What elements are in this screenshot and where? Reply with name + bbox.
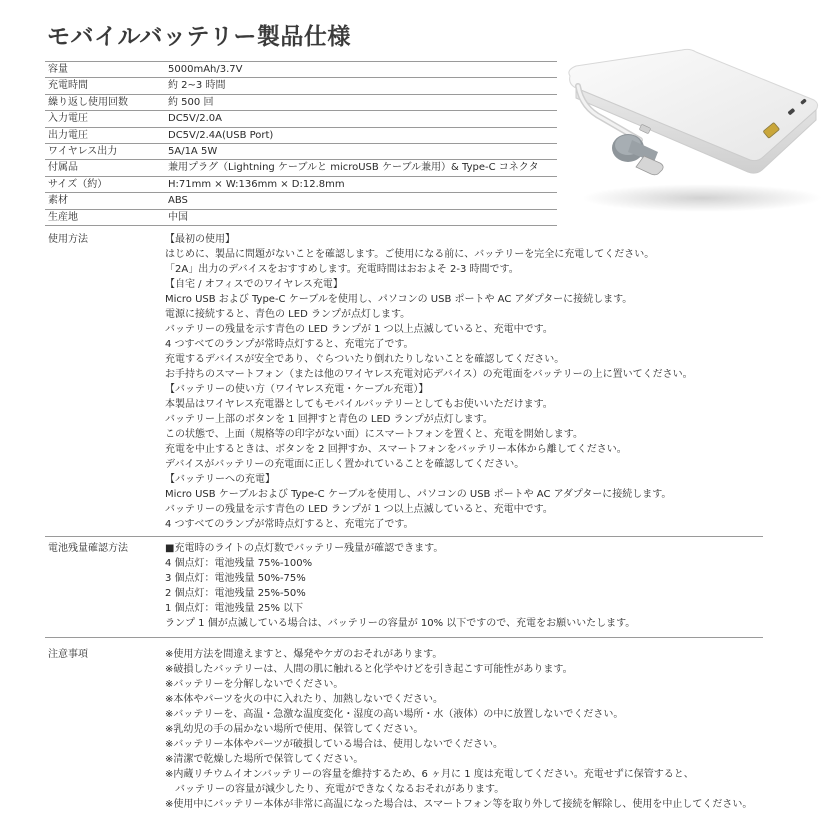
usage-label: 使用方法 xyxy=(48,234,88,245)
text-line: 【自宅 / オフィスでのワイヤレス充電】 xyxy=(165,279,343,290)
spec-label: 容量 xyxy=(48,64,68,75)
text-line: 4 つすべてのランプが常時点灯すると、充電完了です。 xyxy=(165,519,414,530)
spec-value: 5000mAh/3.7V xyxy=(168,64,243,75)
text-line: 4 つすべてのランプが常時点灯すると、充電完了です。 xyxy=(165,339,414,350)
spec-label: 充電時間 xyxy=(48,80,88,92)
spec-row xyxy=(45,177,557,193)
spec-value: DC5V/2.0A xyxy=(168,113,222,125)
text-line: ※バッテリーを、高温・急激な温度変化・湿度の高い場所・水（液体）の中に放置しないでください。 xyxy=(165,709,624,720)
battery-check-body xyxy=(165,541,805,631)
text-line: 充電するデバイスが安全であり、ぐらついたり倒れたりしないことを確認してください。 xyxy=(165,354,565,365)
text-line: はじめに、製品に問題がないことを確認します。ご使用になる前に、バッテリーを完全に充電してください。 xyxy=(165,249,655,260)
page-title: モバイルバッテリー製品仕様 xyxy=(47,24,351,50)
text-line: バッテリーの容量が減少したり、充電ができなくなるおそれがあります。 xyxy=(165,784,505,795)
spec-label: ワイヤレス出力 xyxy=(48,145,118,157)
spec-row xyxy=(45,78,557,94)
text-line: バッテリー上部のボタンを 1 回押すと青色の LED ランプが点灯します。 xyxy=(165,414,493,425)
text-line: ※内蔵リチウムイオンバッテリーの容量を維持するため、6 ヶ月に 1 度は充電してください。充電せずに保管すると、 xyxy=(165,769,694,780)
spec-value: 5A/1A 5W xyxy=(168,145,218,157)
text-line: Micro USB および Type-C ケーブルを使用し、パソコンの USB ポートや AC アダプターに接続します。 xyxy=(165,294,633,305)
text-line: 【バッテリーの使い方（ワイヤレス充電・ケーブル充電）】 xyxy=(165,384,429,395)
text-line: 2 個点灯：電池残量 25%-50% xyxy=(165,588,306,599)
spec-row xyxy=(45,128,557,144)
spec-value: 約 2~3 時間 xyxy=(168,80,226,92)
cautions-label: 注意事項 xyxy=(48,649,88,660)
text-line: Micro USB ケーブルおよび Type-C ケーブルを使用し、パソコンの USB ポートや AC アダプターに接続します。 xyxy=(165,489,672,500)
text-line: デバイスがバッテリーの充電面に正しく置かれていることを確認してください。 xyxy=(165,459,525,470)
spec-row xyxy=(45,193,557,209)
spec-row xyxy=(45,160,557,176)
divider xyxy=(45,637,763,638)
spec-row xyxy=(45,144,557,160)
text-line: バッテリーの残量を示す青色の LED ランプが 1 つ以上点滅していると、充電中です。 xyxy=(165,504,553,515)
text-line: ※清潔で乾燥した場所で保管してください。 xyxy=(165,754,364,765)
text-line: この状態で、上面（規格等の印字がない面）にスマートフォンを置くと、充電を開始します。 xyxy=(165,429,583,440)
power-bank-image xyxy=(562,48,822,218)
text-line: ※使用方法を間違えますと、爆発やケガのおそれがあります。 xyxy=(165,649,443,660)
text-line: ※バッテリー本体やパーツが破損している場合は、使用しないでください。 xyxy=(165,739,503,750)
text-line: 「2A」出力のデバイスをおすすめします。充電時間はおおよそ 2-3 時間です。 xyxy=(165,264,519,275)
text-line: 【最初の使用】 xyxy=(165,234,235,245)
spec-label: サイズ（約） xyxy=(48,178,108,190)
text-line: 本製品はワイヤレス充電器としてもモバイルバッテリーとしてもお使いいただけます。 xyxy=(165,399,553,410)
spec-label: 出力電圧 xyxy=(48,129,88,141)
text-line: ※バッテリーを分解しないでください。 xyxy=(165,679,344,690)
text-line: 1 個点灯：電池残量 25% 以下 xyxy=(165,603,304,614)
spec-row xyxy=(45,210,557,226)
spec-label: 付属品 xyxy=(48,162,78,174)
spec-label: 繰り返し使用回数 xyxy=(48,96,128,108)
text-line: バッテリーの残量を示す青色の LED ランプが 1 つ以上点滅していると、充電中です。 xyxy=(165,324,553,335)
spec-row xyxy=(45,111,557,127)
spec-value: ABS xyxy=(168,195,188,207)
text-line: ※本体やパーツを火の中に入れたり、加熱しないでください。 xyxy=(165,694,443,705)
spec-value: 中国 xyxy=(168,211,188,223)
text-line: ■充電時のライトの点灯数でバッテリー残量が確認できます。 xyxy=(165,543,444,554)
spec-row xyxy=(45,61,557,78)
spec-value: DC5V/2.4A(USB Port) xyxy=(168,129,274,141)
spec-value: H:71mm × W:136mm × D:12.8mm xyxy=(168,178,345,190)
text-line: 4 個点灯：電池残量 75%-100% xyxy=(165,558,313,569)
cautions-body xyxy=(165,647,805,812)
spec-value: 兼用プラグ（Lightning ケーブルと microUSB ケーブル兼用）& Type-C コネクタ xyxy=(168,162,539,174)
text-line: 【バッテリーへの充電】 xyxy=(165,474,275,485)
text-line: ※乳幼児の手の届かない場所で使用、保管してください。 xyxy=(165,724,424,735)
spec-label: 入力電圧 xyxy=(48,113,88,125)
spec-table xyxy=(45,61,557,226)
battery-check-label: 電池残量確認方法 xyxy=(48,543,128,554)
text-line: ※破損したバッテリーは、人間の肌に触れると化学やけどを引き起こす可能性があります。 xyxy=(165,664,573,675)
spec-row xyxy=(45,95,557,111)
divider xyxy=(45,536,763,537)
spec-label: 素材 xyxy=(48,195,68,207)
text-line: ※使用中にバッテリー本体が非常に高温になった場合は、スマートフォン等を取り外して接続を解除し、使用を中止してください。 xyxy=(165,799,753,810)
text-line: 電源に接続すると、青色の LED ランプが点灯します。 xyxy=(165,309,411,320)
spec-label: 生産地 xyxy=(48,211,78,223)
spec-value: 約 500 回 xyxy=(168,96,214,108)
text-line: 充電を中止するときは、ボタンを 2 回押すか、スマートフォンをバッテリー本体から離してください。 xyxy=(165,444,627,455)
text-line: ランプ 1 個が点滅している場合は、バッテリーの容量が 10% 以下ですので、充電をお願いいたします。 xyxy=(165,618,636,629)
usage-body xyxy=(165,232,805,532)
text-line: お手持ちのスマートフォン（または他のワイヤレス充電対応デバイス）の充電面をバッテリーの上に置いてください。 xyxy=(165,369,693,380)
text-line: 3 個点灯：電池残量 50%-75% xyxy=(165,573,306,584)
